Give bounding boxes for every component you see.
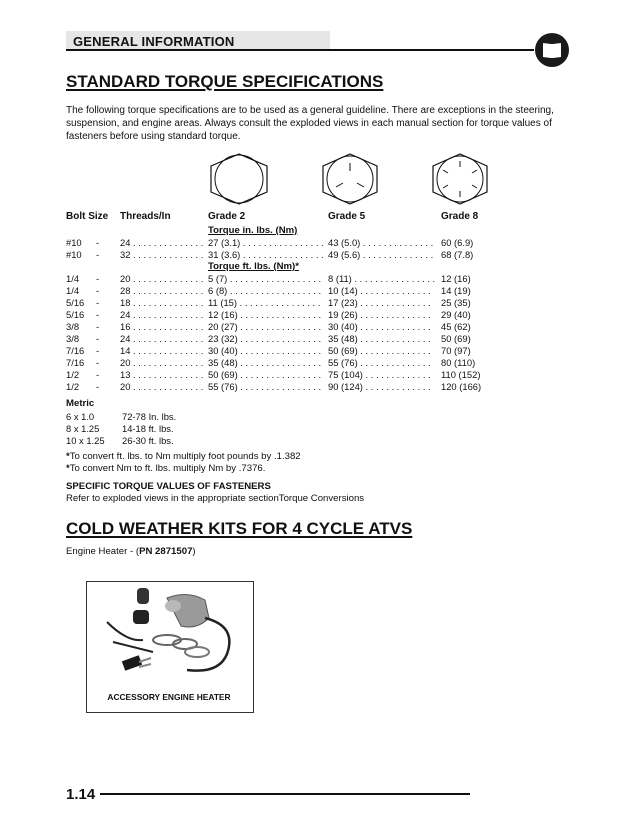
fasteners-text: Refer to exploded views in the appropriate sectionTorque Conversions (66, 493, 365, 504)
grade8-bolt-icon (430, 153, 490, 205)
footer-rule (100, 793, 470, 795)
grade2-bolt-icon (207, 153, 271, 205)
conversion-note-2: *To convert Nm to ft. lbs. multiply Nm by .7376. (66, 463, 266, 474)
part-number: PN 2871507 (139, 546, 193, 557)
unit-in-lbs: Torque in. lbs. (Nm) (208, 225, 298, 236)
col-grade2: Grade 2 (208, 211, 246, 222)
manual-book-icon (535, 33, 569, 67)
section-title: GENERAL INFORMATION (73, 34, 235, 49)
torque-intro: The following torque specifications are to be used as a general guideline. There are exceptions in the steering, suspension, and engine areas. Always consult the exploded views in each manual section for torque values of fasteners before using standard torque. (66, 105, 554, 142)
col-bolt-size: Bolt Size (66, 211, 109, 222)
fasteners-heading: SPECIFIC TORQUE VALUES OF FASTENERS (66, 481, 271, 492)
photo-caption: ACCESSORY ENGINE HEATER (107, 692, 231, 702)
engine-heater-line: Engine Heater - (PN 2871507) (66, 546, 196, 557)
col-grade5: Grade 5 (328, 211, 366, 222)
metric-heading: Metric (66, 398, 95, 409)
page-number: 1.14 (66, 786, 96, 803)
col-grade8: Grade 8 (441, 211, 479, 222)
col-threads: Threads/In (120, 211, 171, 222)
header-rule (66, 49, 534, 51)
conversion-note-1: *To convert ft. lbs. to Nm multiply foot pounds by .1.382 (66, 451, 301, 462)
grade5-bolt-icon (320, 153, 380, 205)
unit-ft-lbs: Torque ft. lbs. (Nm)* (208, 261, 299, 272)
cold-weather-heading: COLD WEATHER KITS FOR 4 CYCLE ATVS (66, 519, 413, 538)
torque-heading: STANDARD TORQUE SPECIFICATIONS (66, 72, 384, 91)
